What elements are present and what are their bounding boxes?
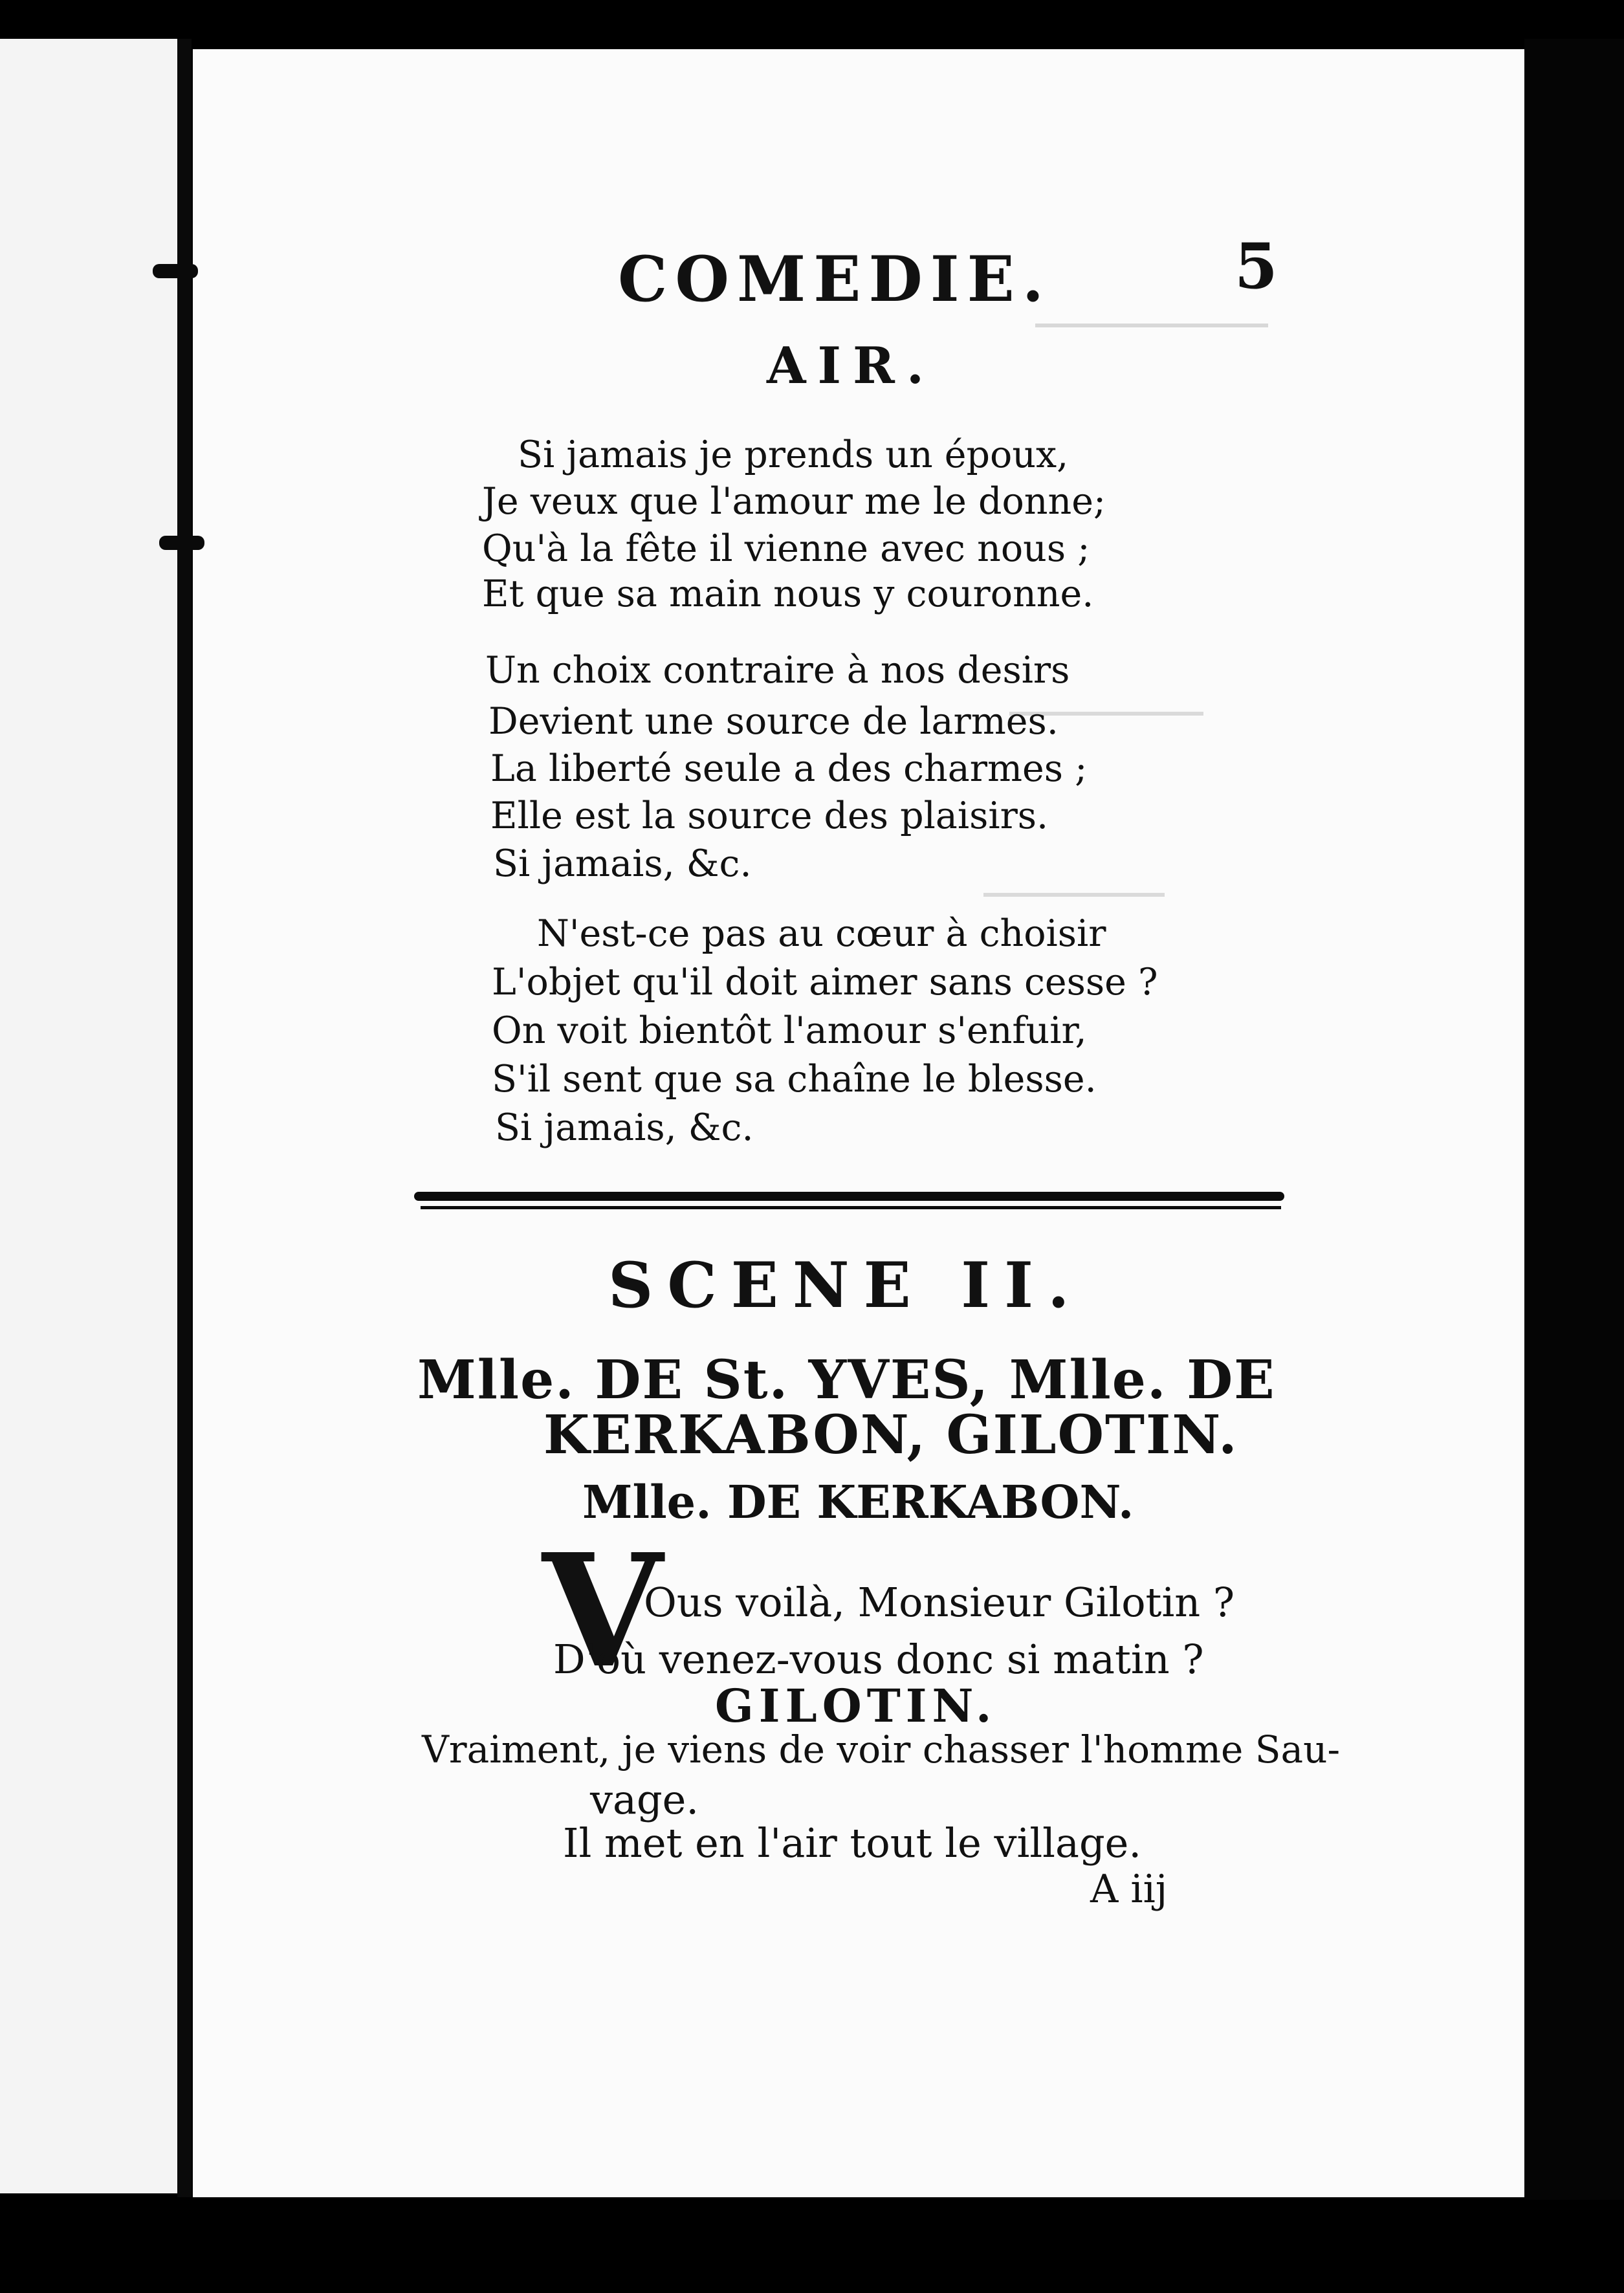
air-heading: AIR. (767, 336, 936, 395)
page-number: 5 (1234, 230, 1278, 303)
bleed-through (1035, 298, 1268, 327)
verse-line: Elle est la source des plaisirs. (490, 795, 1049, 837)
verse-line: L'objet qu'il doit aimer sans cesse ? (492, 961, 1158, 1004)
dialogue-line: Ous voilà, Monsieur Gilotin ? (644, 1579, 1235, 1626)
verse-line: N'est-ce pas au cœur à choisir (537, 912, 1106, 955)
verse-line: Je veux que l'amour me le donne; (482, 480, 1106, 523)
verse-line: Qu'à la fête il vienne avec nous ; (482, 527, 1090, 570)
verse-line: On voit bientôt l'amour s'enfuir, (492, 1009, 1087, 1052)
verse-line: Un choix contraire à nos desirs (485, 649, 1070, 692)
binding-spine (177, 39, 192, 2197)
verse-line: Si jamais, &c. (493, 842, 752, 885)
divider-rule (414, 1192, 1284, 1201)
drop-cap: V (542, 1520, 663, 1702)
right-page-edge (1524, 39, 1624, 2200)
running-head: COMEDIE. (618, 243, 1052, 316)
binding-thread (159, 536, 204, 550)
characters-line: Mlle. DE St. YVES, Mlle. DE (417, 1349, 1276, 1411)
dialogue-line: D'où venez-vous donc si matin ? (553, 1636, 1204, 1683)
bleed-through (983, 867, 1165, 897)
verse-line: S'il sent que sa chaîne le blesse. (492, 1058, 1097, 1101)
binding-thread (153, 264, 198, 278)
dialogue-line: Il met en l'air tout le village. (563, 1819, 1142, 1867)
characters-line: KERKABON, GILOTIN. (543, 1404, 1238, 1466)
scene-heading: SCENE II. (608, 1249, 1084, 1322)
catchword: A iij (1090, 1867, 1168, 1912)
verse-line: Et que sa main nous y couronne. (482, 573, 1094, 615)
previous-page-edge (0, 39, 188, 2193)
dialogue-line: Vraiment, je viens de voir chasser l'homme Sau- (422, 1728, 1341, 1772)
dialogue-line: vage. (590, 1776, 699, 1823)
verse-line: Devient une source de larmes. (488, 700, 1059, 743)
divider-rule (421, 1206, 1281, 1209)
speaker-name: GILOTIN. (715, 1679, 997, 1733)
verse-line: Si jamais je prends un époux, (518, 433, 1069, 476)
verse-line: La liberté seule a des charmes ; (490, 747, 1088, 790)
verse-line: Si jamais, &c. (495, 1106, 754, 1149)
speaker-name: Mlle. DE KERKABON. (582, 1475, 1134, 1529)
